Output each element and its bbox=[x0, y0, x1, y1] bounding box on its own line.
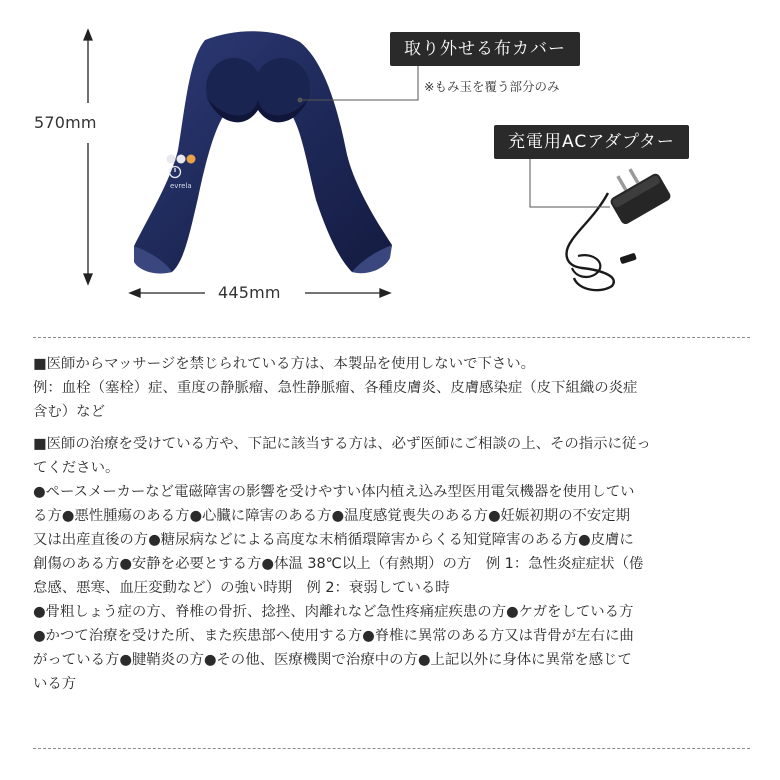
cover-tag: 取り外せる布カバー bbox=[390, 32, 580, 66]
cover-note: ※もみ玉を覆う部分のみ bbox=[424, 79, 560, 94]
product-figure bbox=[0, 0, 780, 330]
caution-heading-2-cont: てください。 bbox=[33, 460, 120, 476]
adapter-tag: 充電用ACアダプター bbox=[494, 125, 689, 159]
adapter-leader-line bbox=[530, 159, 610, 207]
caution-list-line: 創傷のある方●安静を必要とする方●体温 38℃以上（有熱期）の方 例 1：急性炎症症状（倦 bbox=[33, 556, 644, 572]
brand-logo: evrela bbox=[170, 182, 192, 190]
caution-list-line: 又は出産直後の方●糖尿病などによる高度な末梢循環障害からくる知覚障害のある方●皮膚に bbox=[33, 532, 634, 548]
caution-list-line: いる方 bbox=[33, 676, 77, 692]
divider-top bbox=[33, 337, 750, 338]
caution-list-line: る方●悪性腫瘍のある方●心臓に障害のある方●温度感覚喪失のある方●妊娠初期の不安定期 bbox=[33, 508, 631, 524]
height-dimension-arrow bbox=[84, 30, 92, 284]
caution-list-line: ●ペースメーカーなど電磁障害の影響を受けやすい体内植え込み型医用電気機器を使用してい bbox=[33, 484, 635, 500]
caution-heading-1: ■医師からマッサージを禁じられている方は、本製品を使用しないで下さい。 bbox=[33, 356, 536, 372]
height-dimension-label: 570mm bbox=[34, 113, 97, 132]
caution-list-line: ●骨粗しょう症の方、脊椎の骨折、捻挫、肉離れなど急性疼痛症疾患の方●ケガをしている方 bbox=[33, 604, 634, 620]
caution-example-1-cont: 含む）など bbox=[33, 404, 105, 420]
divider-bottom bbox=[33, 748, 750, 749]
caution-section bbox=[33, 352, 753, 696]
caution-list-line: ●かつて治療を受けた所、また疾患部へ使用する方●脊椎に異常のある方又は背骨が左右に曲 bbox=[33, 628, 634, 644]
width-dimension-label: 445mm bbox=[218, 283, 281, 302]
caution-heading-2: ■医師の治療を受けている方や、下記に該当する方は、必ず医師にご相談の上、その指示に従っ bbox=[33, 436, 651, 452]
ac-adapter bbox=[567, 158, 673, 290]
caution-list-line: がっている方●腱鞘炎の方●その他、医療機関で治療中の方●上記以外に身体に異常を感じて bbox=[33, 652, 632, 668]
caution-list-line: 怠感、悪寒、血圧変動など）の強い時期 例 2：衰弱している時 bbox=[33, 580, 450, 596]
neck-massager bbox=[134, 31, 392, 273]
caution-example-1: 例：血栓（塞栓）症、重度の静脈瘤、急性静脈瘤、各種皮膚炎、皮膚感染症（皮下組織の炎症 bbox=[33, 380, 638, 396]
